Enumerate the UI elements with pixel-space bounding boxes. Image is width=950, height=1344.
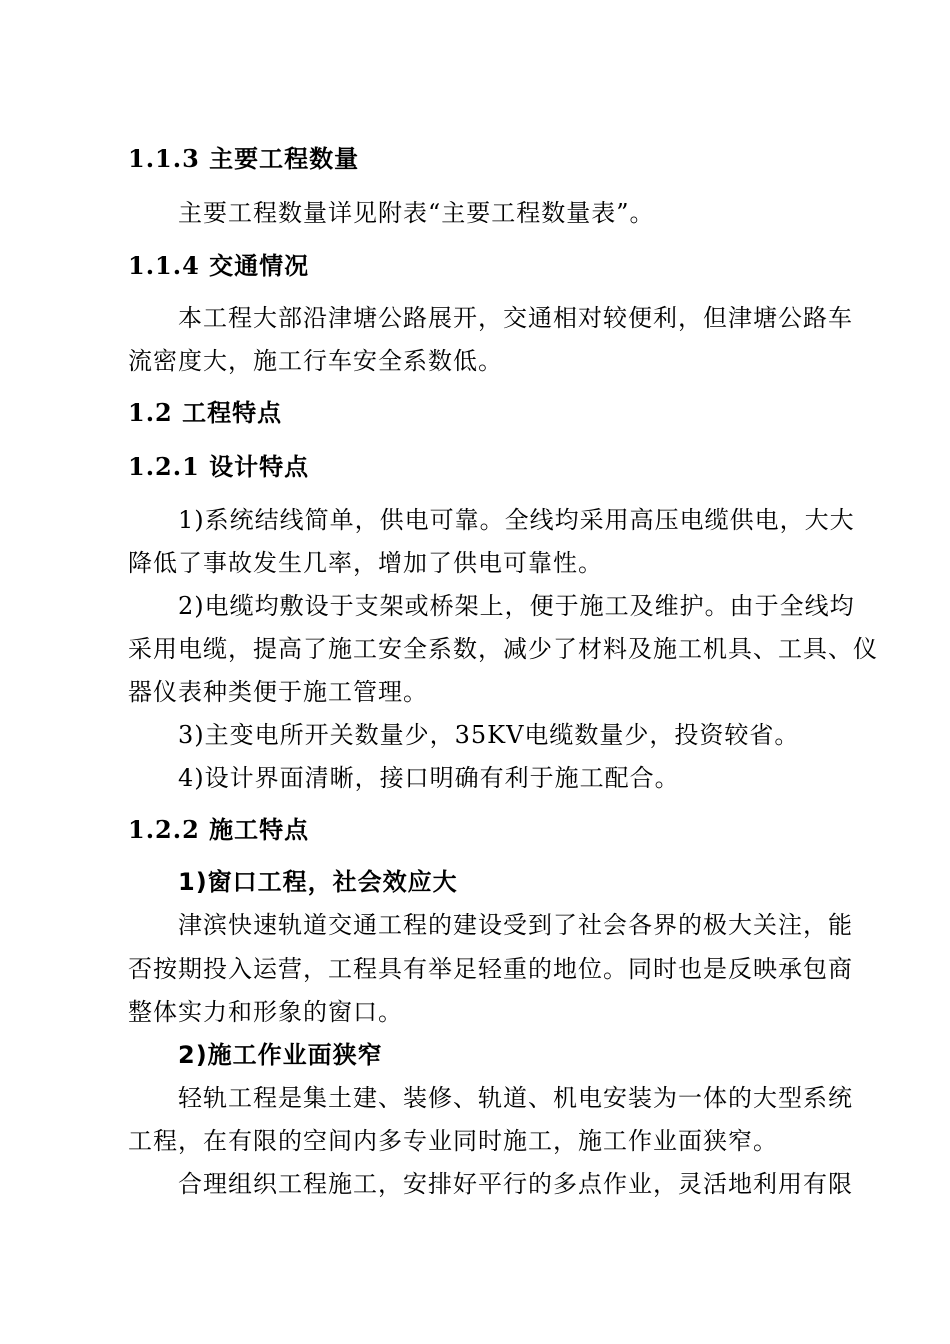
paragraph-1-1-4-line-1: 本工程大部沿津塘公路展开，交通相对较便利，但津塘公路车 [178,304,853,332]
design-item-4: 4)设计界面清晰，接口明确有利于施工配合。 [178,764,680,792]
construction-item-2-line-2: 工程，在有限的空间内多专业同时施工，施工作业面狭窄。 [128,1127,778,1155]
construction-item-2-title: 2)施工作业面狭窄 [178,1041,383,1069]
construction-item-1-line-1: 津滨快速轨道交通工程的建设受到了社会各界的极大关注，能 [178,911,853,939]
construction-item-2-line-1: 轻轨工程是集土建、装修、轨道、机电安装为一体的大型系统 [178,1084,853,1112]
construction-item-1-title: 1)窗口工程，社会效应大 [178,868,458,896]
section-heading-1-2: 1.2 工程特点 [128,398,283,427]
design-item-1-line-1: 1)系统结线简单，供电可靠。全线均采用高压电缆供电，大大 [178,506,855,534]
construction-item-2-line-3: 合理组织工程施工，安排好平行的多点作业，灵活地利用有限 [178,1170,853,1198]
paragraph-1-1-3: 主要工程数量详见附表“主要工程数量表”。 [178,199,655,227]
section-heading-1-2-1: 1.2.1 设计特点 [128,452,310,481]
section-heading-1-2-2: 1.2.2 施工特点 [128,815,310,844]
paragraph-1-1-4-line-2: 流密度大，施工行车安全系数低。 [128,347,503,375]
section-heading-1-1-4: 1.1.4 交通情况 [128,251,310,280]
design-item-3: 3)主变电所开关数量少，35KV电缆数量少，投资较省。 [178,721,800,749]
construction-item-1-line-3: 整体实力和形象的窗口。 [128,998,403,1026]
design-item-2-line-1: 2)电缆均敷设于支架或桥架上，便于施工及维护。由于全线均 [178,592,855,620]
section-heading-1-1-3: 1.1.3 主要工程数量 [128,144,360,173]
design-item-2-line-3: 器仪表种类便于施工管理。 [128,678,428,706]
design-item-2-line-2: 采用电缆，提高了施工安全系数，减少了材料及施工机具、工具、仪 [128,635,878,663]
construction-item-1-line-2: 否按期投入运营，工程具有举足轻重的地位。同时也是反映承包商 [128,955,853,983]
design-item-1-line-2: 降低了事故发生几率，增加了供电可靠性。 [128,549,603,577]
